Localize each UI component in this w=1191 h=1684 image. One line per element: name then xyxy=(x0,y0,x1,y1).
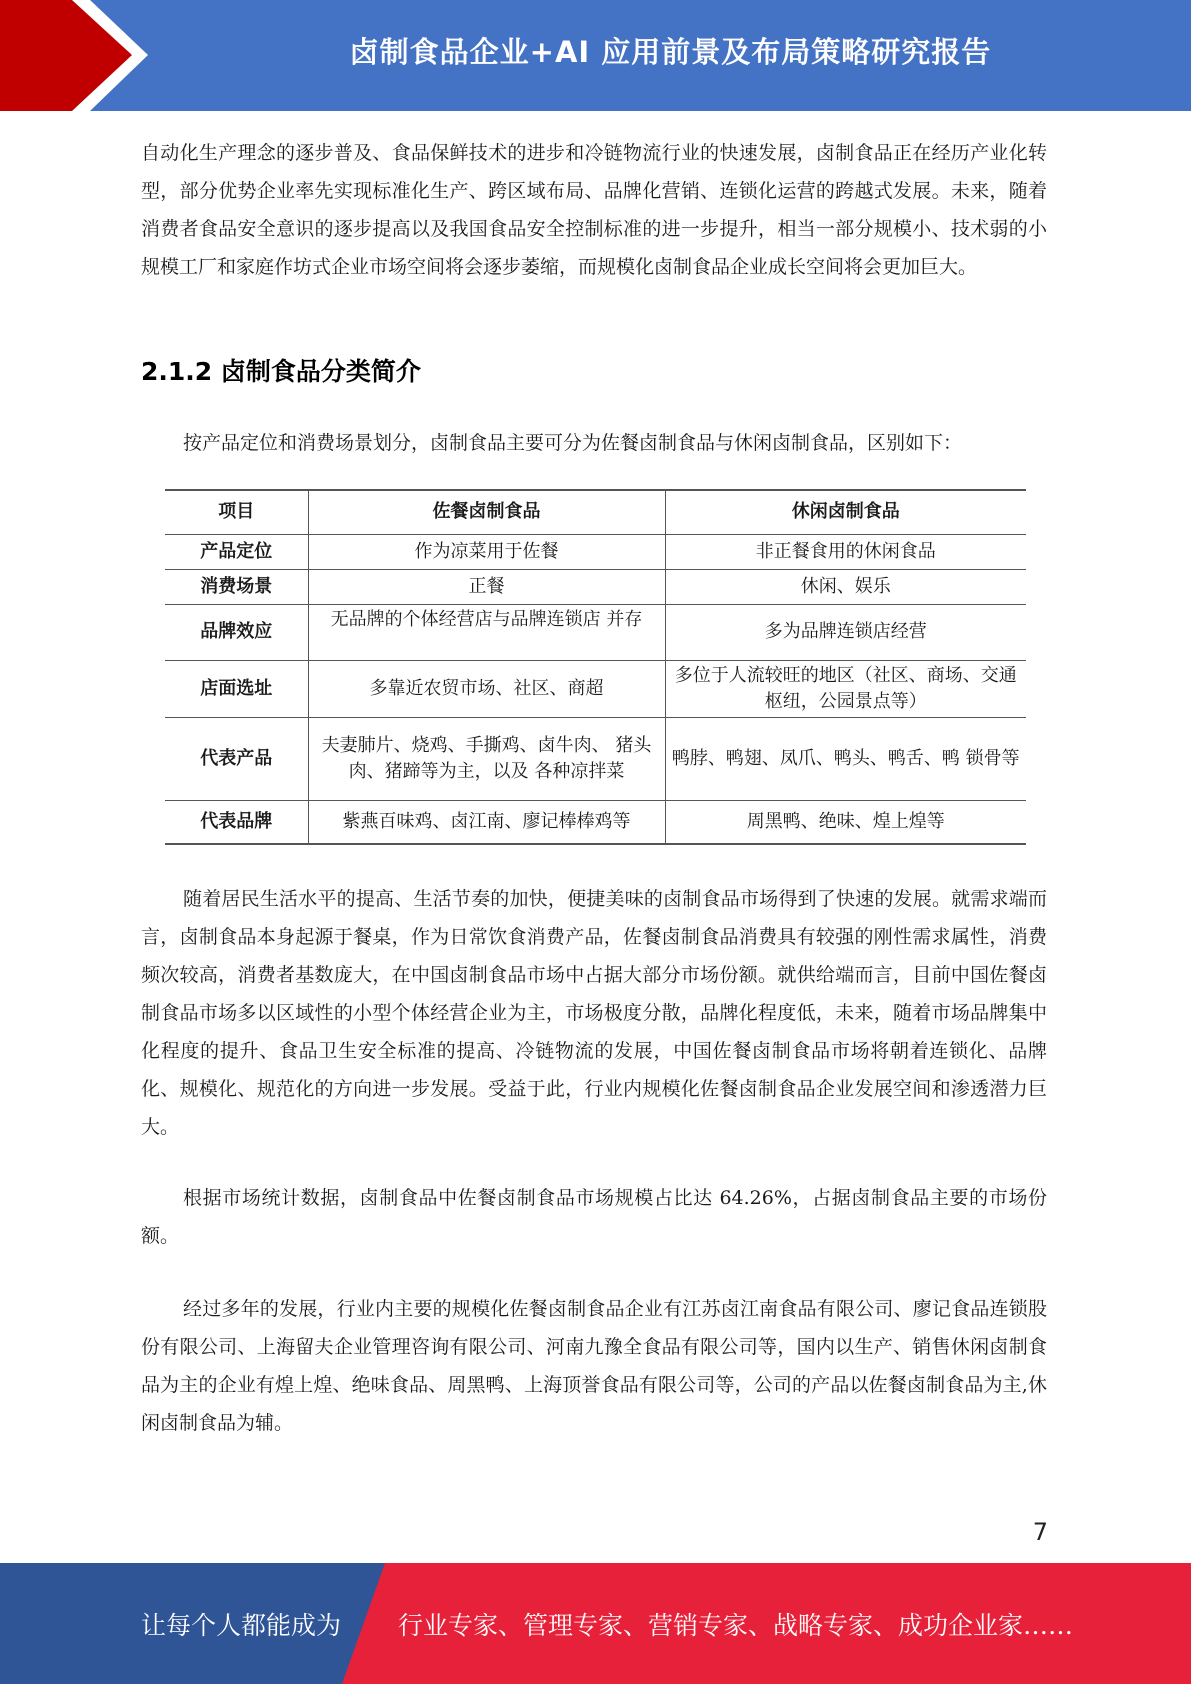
table-cell: 周黑鸭、绝味、煌上煌等 xyxy=(665,800,1026,844)
table-row xyxy=(165,800,1026,844)
table-row-label: 代表产品 xyxy=(165,717,308,800)
table-cell: 无品牌的个体经营店与品牌连锁店 并存 xyxy=(308,604,665,660)
table-row-label: 店面选址 xyxy=(165,660,308,717)
body-paragraph: 根据市场统计数据，卤制食品中佐餐卤制食品市场规模占比达 64.26%，占据卤制食品主要的市场份额。 xyxy=(141,1187,1047,1247)
table-row xyxy=(165,660,1026,717)
table-row-label: 产品定位 xyxy=(165,534,308,569)
footer-slogan-right: 行业专家、管理专家、营销专家、战略专家、成功企业家…… xyxy=(398,1611,1074,1640)
table-row-label: 品牌效应 xyxy=(165,604,308,660)
table-cell: 正餐 xyxy=(308,569,665,604)
page-header xyxy=(0,0,1191,111)
table-cell: 作为凉菜用于佐餐 xyxy=(308,534,665,569)
body-section-2 xyxy=(141,1179,1047,1255)
table-cell: 多靠近农贸市场、社区、商超 xyxy=(308,660,665,717)
table-header-item: 项目 xyxy=(165,490,308,534)
section-lead-wrap xyxy=(141,424,1047,462)
body-section-1 xyxy=(141,880,1047,1146)
table-row-label: 消费场景 xyxy=(165,569,308,604)
section-heading: 2.1.2 卤制食品分类简介 xyxy=(141,357,421,386)
table-row-label: 代表品牌 xyxy=(165,800,308,844)
table-row xyxy=(165,569,1026,604)
header-chevron-decoration xyxy=(0,0,150,111)
section-lead: 按产品定位和消费场景划分，卤制食品主要可分为佐餐卤制食品与休闲卤制食品，区别如下： xyxy=(183,432,963,454)
table-cell: 鸭脖、鸭翅、凤爪、鸭头、鸭舌、鸭 锁骨等 xyxy=(665,717,1026,800)
footer-slogan-left: 让每个人都能成为 xyxy=(141,1611,342,1640)
body-section-3 xyxy=(141,1290,1047,1442)
intro-section xyxy=(141,134,1047,286)
table-header-row xyxy=(165,490,1026,534)
table-cell: 多位于人流较旺的地区（社区、商场、交通枢纽，公园景点等） xyxy=(665,660,1026,717)
table-cell: 非正餐食用的休闲食品 xyxy=(665,534,1026,569)
report-title: 卤制食品企业+AI 应用前景及布局策略研究报告 xyxy=(349,34,992,69)
table-header-leisure: 休闲卤制食品 xyxy=(665,490,1026,534)
body-paragraph: 经过多年的发展，行业内主要的规模化佐餐卤制食品企业有江苏卤江南食品有限公司、廖记食品连锁股份有限公司、上海留夫企业管理咨询有限公司、河南九豫全食品有限公司等，国内以生产、销售休闲卤制食品为主的企业有煌上煌、绝味食品、周黑鸭、上海顶誉食品有限公司等，公司的产品以佐餐卤制食品为主,休闲卤制食品为辅。 xyxy=(141,1298,1047,1434)
table-cell: 多为品牌连锁店经营 xyxy=(665,604,1026,660)
table-row xyxy=(165,717,1026,800)
intro-paragraph: 自动化生产理念的逐步普及、食品保鲜技术的进步和冷链物流行业的快速发展，卤制食品正在经历产业化转型，部分优势企业率先实现标准化生产、跨区域布局、品牌化营销、连锁化运营的跨越式发展。未来，随着消费者食品安全意识的逐步提高以及我国食品安全控制标准的进一步提升，相当一部分规模小、技术弱的小规模工厂和家庭作坊式企业市场空间将会逐步萎缩，而规模化卤制食品企业成长空间将会更加巨大。 xyxy=(141,142,1047,278)
table-row xyxy=(165,534,1026,569)
table-row xyxy=(165,604,1026,660)
table-header-dining: 佐餐卤制食品 xyxy=(308,490,665,534)
page-number: 7 xyxy=(1032,1518,1048,1546)
body-paragraph: 随着居民生活水平的提高、生活节奏的加快，便捷美味的卤制食品市场得到了快速的发展。就需求端而言，卤制食品本身起源于餐桌，作为日常饮食消费产品，佐餐卤制食品消费具有较强的刚性需求属性，消费频次较高，消费者基数庞大，在中国卤制食品市场中占据大部分市场份额。就供给端而言，目前中国佐餐卤制食品市场多以区域性的小型个体经营企业为主，市场极度分散，品牌化程度低，未来，随着市场品牌集中化程度的提升、食品卫生安全标准的提高、冷链物流的发展，中国佐餐卤制食品市场将朝着连锁化、品牌化、规模化、规范化的方向进一步发展。受益于此，行业内规模化佐餐卤制食品企业发展空间和渗透潜力巨大。 xyxy=(141,888,1047,1138)
table-cell: 紫燕百味鸡、卤江南、廖记棒棒鸡等 xyxy=(308,800,665,844)
table-cell: 休闲、娱乐 xyxy=(665,569,1026,604)
comparison-table xyxy=(165,489,1026,845)
table-cell: 夫妻肺片、烧鸡、手撕鸡、卤牛肉、 猪头肉、猪蹄等为主，以及 各种凉拌菜 xyxy=(308,717,665,800)
